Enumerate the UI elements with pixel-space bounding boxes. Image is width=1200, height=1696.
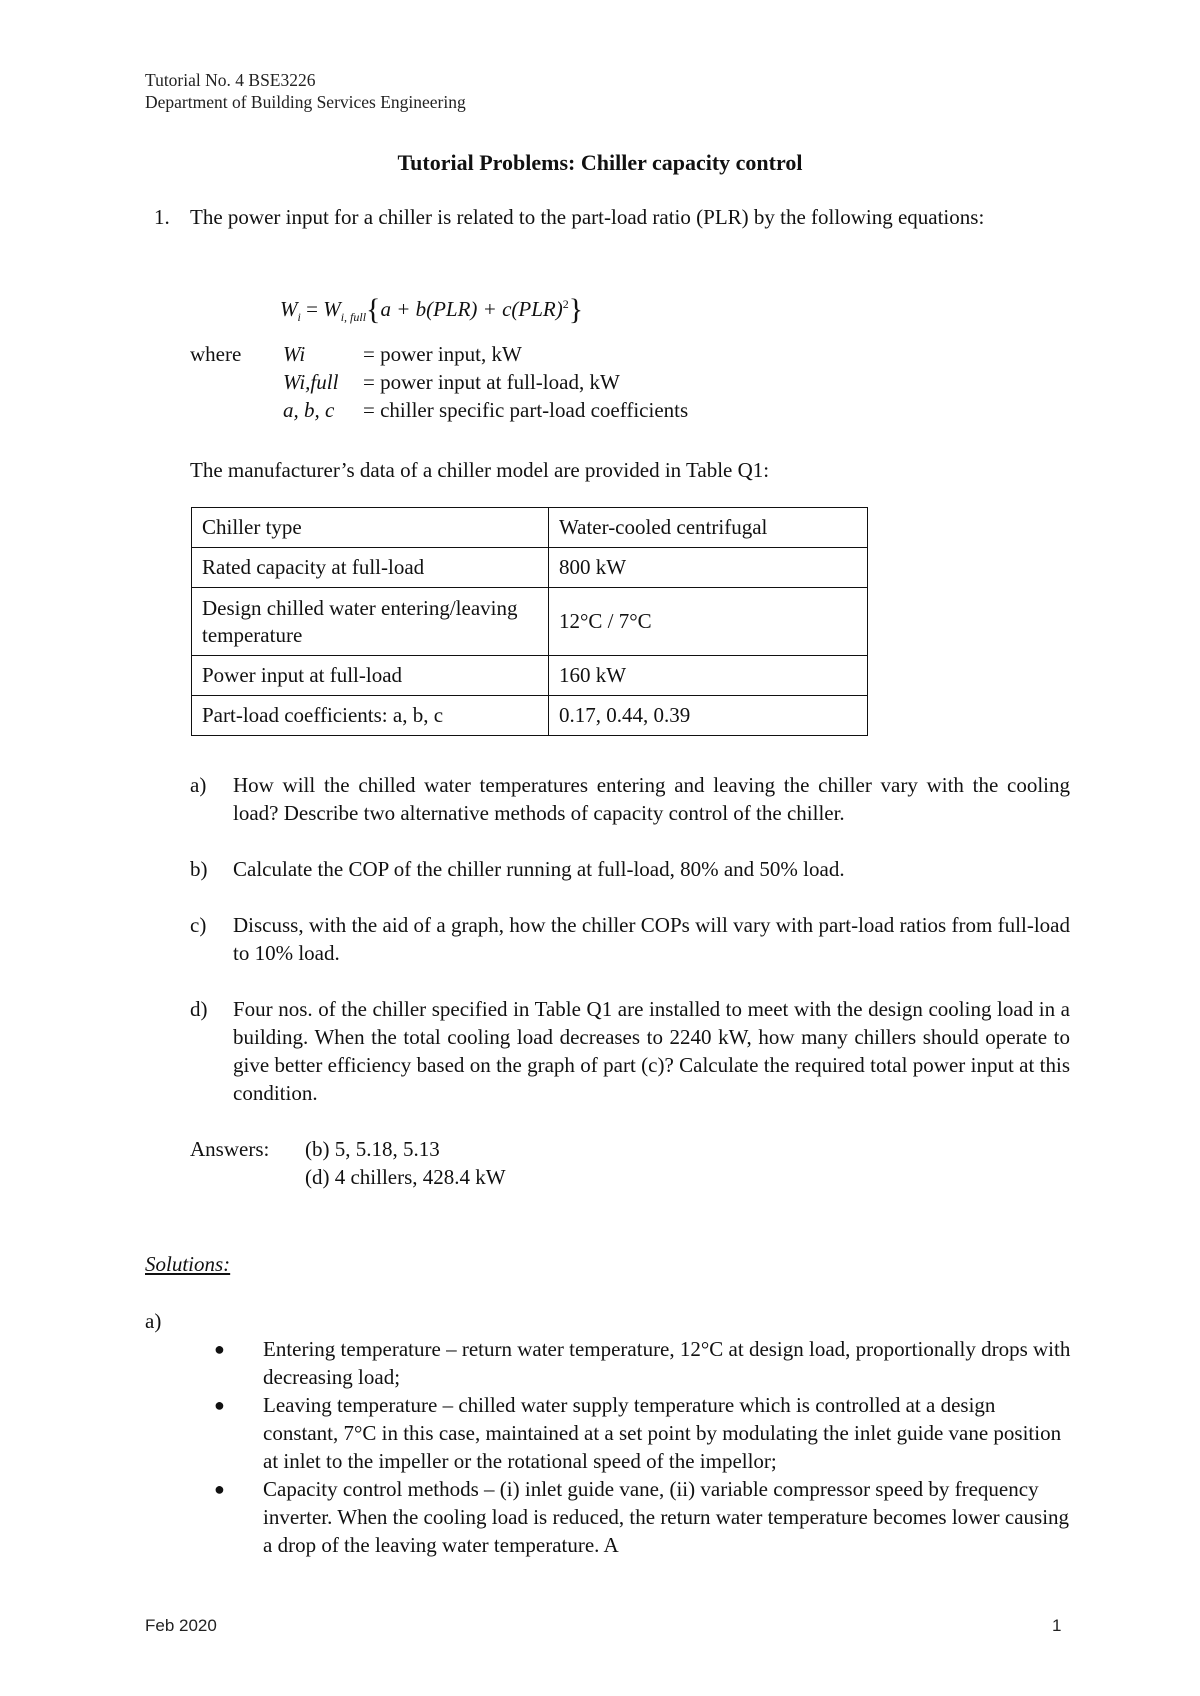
eq-body: a + b(PLR) + c(PLR) (380, 297, 563, 321)
definition-list (0, 340, 1200, 430)
subquestion-label: a) (190, 773, 207, 797)
subquestion-label: c) (190, 913, 207, 937)
table-cell-label: Rated capacity at full-load (192, 548, 549, 588)
chiller-data-table (191, 507, 868, 736)
header-course: Tutorial No. 4 BSE3226 (145, 70, 316, 90)
subquestion-text: How will the chilled water temperatures entering and leaving the chiller vary with the cooling load? Describe two alternative methods of capacity control of the chiller. (233, 773, 1070, 825)
table-cell-value: Water-cooled centrifugal (549, 508, 868, 548)
page-title: Tutorial Problems: Chiller capacity control (397, 150, 803, 175)
subquestion-label: d) (190, 997, 208, 1021)
where-label: where (190, 342, 242, 366)
table-cell-label: Chiller type (192, 508, 549, 548)
table-row (192, 588, 868, 656)
bullet-icon: ● (214, 1479, 225, 1499)
table-row (192, 656, 868, 696)
solution-part-label: a) (145, 1309, 162, 1333)
bullet-icon: ● (214, 1395, 225, 1415)
definition-symbol: a, b, c (283, 398, 335, 422)
question-intro: The power input for a chiller is related to the part-load ratio (PLR) by the following equations: (190, 205, 985, 229)
definition-desc: = power input at full-load, kW (363, 370, 620, 394)
eq-square: 2 (562, 297, 569, 311)
table-cell-label: Power input at full-load (192, 656, 549, 696)
eq-wfull-sub: i, full (340, 310, 367, 325)
table-cell-value: 800 kW (549, 548, 868, 588)
subquestion-text: Calculate the COP of the chiller running at full-load, 80% and 50% load. (233, 857, 845, 881)
solutions-heading: Solutions: (145, 1252, 231, 1276)
answer-line: (b) 5, 5.18, 5.13 (305, 1137, 440, 1161)
page-number: 1 (1052, 1616, 1062, 1635)
subquestion-text: Discuss, with the aid of a graph, how the chiller COPs will vary with part-load ratios from full-load to 10% load. (233, 913, 1070, 965)
definition-symbol: Wi,full (283, 370, 339, 394)
footer-date: Feb 2020 (145, 1616, 217, 1635)
header-department: Department of Building Services Engineering (145, 92, 466, 112)
eq-lhs: W (280, 297, 298, 321)
table-row (192, 548, 868, 588)
bullet-text: Capacity control methods – (i) inlet guide vane, (ii) variable compressor speed by frequency inverter. When the cooling load is reduced, the return water temperature becomes lower causing a drop of the leaving water temperature. A (263, 1477, 1070, 1557)
answer-line: (d) 4 chillers, 428.4 kW (305, 1165, 506, 1189)
question-number: 1. (154, 205, 170, 229)
eq-wfull: W (323, 297, 341, 321)
definition-symbol: Wi (283, 342, 306, 366)
subquestion-text: Four nos. of the chiller specified in Table Q1 are installed to meet with the design cooling load in a building. When the total cooling load decreases to 2240 kW, how many chillers should operate to give better efficiency based on the graph of part (c)? Calculate the required total power input at this condition. (233, 997, 1070, 1105)
bullet-text: Entering temperature – return water temperature, 12°C at design load, proportionally drops with decreasing load; (263, 1337, 1071, 1389)
table-cell-value: 0.17, 0.44, 0.39 (549, 696, 868, 736)
table-row (192, 696, 868, 736)
table-cell-value: 12°C / 7°C (549, 588, 868, 656)
table-cell-value: 160 kW (549, 656, 868, 696)
table-cell-label: Part-load coefficients: a, b, c (192, 696, 549, 736)
subquestion-label: b) (190, 857, 208, 881)
bullet-icon: ● (214, 1339, 225, 1359)
bullet-text: Leaving temperature – chilled water supply temperature which is controlled at a design constant, 7°C in this case, maintained at a set point by modulating the inlet guide vane position at inlet to the impeller or the rotational speed of the impellor; (263, 1393, 1062, 1473)
eq-equals: = (300, 297, 324, 321)
definition-desc: = power input, kW (363, 342, 522, 366)
table-note: The manufacturer’s data of a chiller model are provided in Table Q1: (190, 458, 770, 482)
table-cell-label: Design chilled water entering/leaving temperature (192, 588, 549, 656)
table-row (192, 508, 868, 548)
eq-lhs-sub: i (297, 310, 301, 325)
power-equation: $W_i = W_{i, full}\{a + b(PLR) + c(PLR)^2\}$ (280, 293, 584, 326)
definition-desc: = chiller specific part-load coefficients (363, 398, 689, 422)
answers-label: Answers: (190, 1137, 270, 1161)
